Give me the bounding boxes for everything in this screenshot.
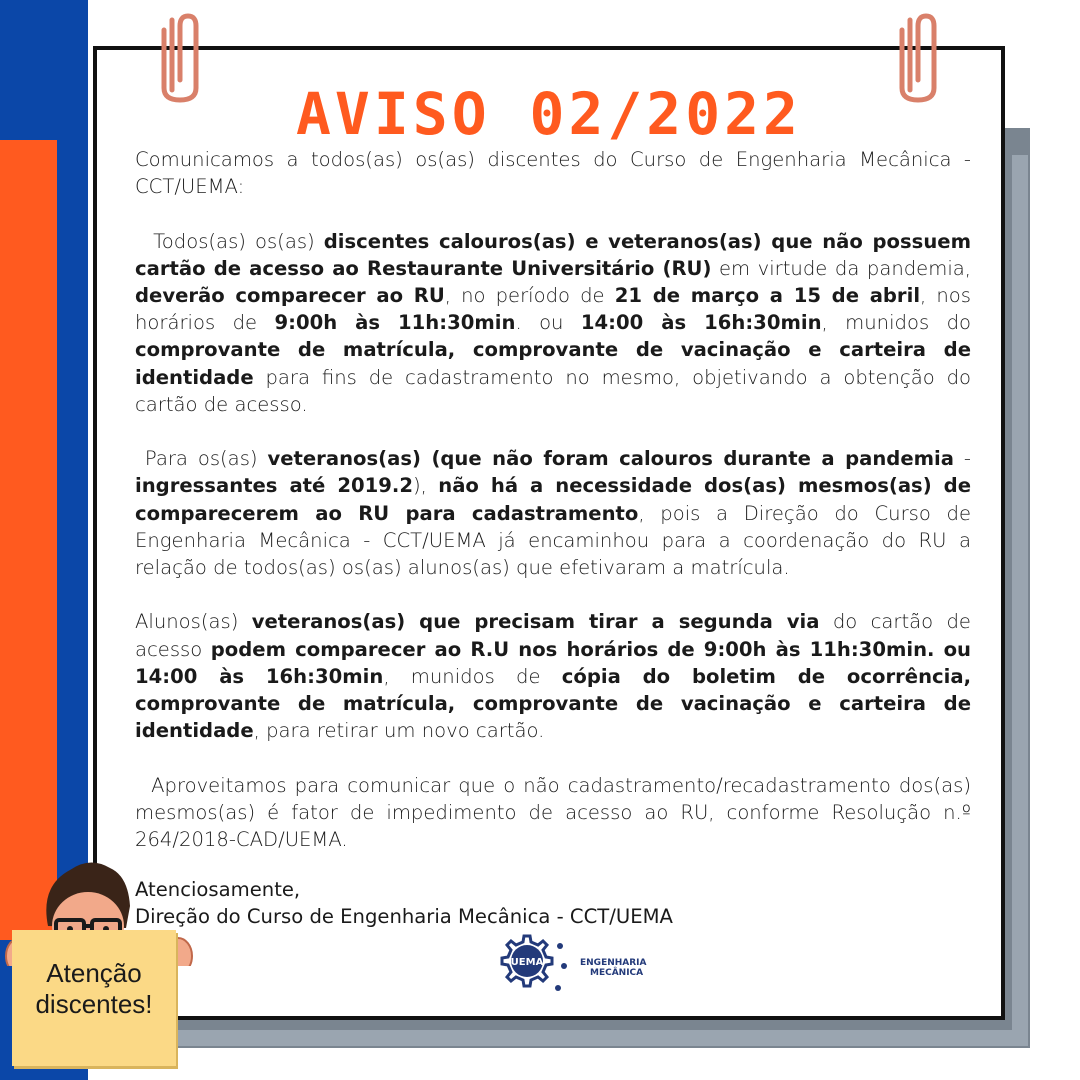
sign-line-1: Atenção [46,958,142,988]
logo-line-1: ENGENHARIA [580,958,647,968]
sign-line-2: discentes! [35,989,153,1019]
sign-text [12,958,176,1020]
paragraph-4: Aproveitamos para comunicar que o não cadastramento/recadastramento dos(as) mesmos(as) é fator de impedimento de acesso ao RU, conforme Resolução n.º 264/2018-CAD/UEMA. [135,773,971,852]
logo-line-2: MECÂNICA [590,968,644,978]
page-title: AVISO 02/2022 [296,80,802,148]
notice-body [135,146,971,880]
orange-stripe [0,140,57,940]
paragraph-2: Para os(as) veteranos(as) (que não foram calouros durante a pandemia - ingressantes até 2019.2), não há a necessidade dos(as) mesmos(as) de comparecerem ao RU para cadastramento, pois a Direção do Curso de Engenharia Mecânica - CCT/UEMA já encaminhou para a coordenação do RU a relação de todos(as) os(as) alunos(as) que efetivaram a matrícula. [135,447,971,580]
paragraph-1: Todos(as) os(as) discentes calouros(as) e veteranos(as) que não possuem cartão de acesso ao Restaurante Universitário (RU) em virtude da pandemia, deverão comparecer ao RU, no período de 21 de março a 15 de abril, nos horários de 9:00h às 11h:30min. ou 14:00 às 16h:30min, munidos do comprovante de matrícula, comprovante de vacinação e carteira de identidade para fins de cadastramento no mesmo, objetivando a obtenção do cartão de acesso. [135,229,972,416]
signoff-greeting: Atenciosamente, [135,878,301,901]
logo-text [580,958,647,978]
signoff-signature: Direção do Curso de Engenharia Mecânica - CCT/UEMA [135,905,673,929]
logo-badge: UEMA [510,957,544,968]
signoff [135,876,935,930]
intro-paragraph: Comunicamos a todos(as) os(as) discentes do Curso de Engenharia Mecânica - CCT/UEMA: [135,148,971,199]
uema-gear-logo-icon [494,930,578,1000]
paragraph-3: Alunos(as) veteranos(as) que precisam tirar a segunda via do cartão de acesso podem comparecer ao R.U nos horários de 9:00h às 11h:30min. ou 14:00 às 16h:30min, munidos de cópia do boletim de ocorrência, comprovante de matrícula, comprovante de vacinação e carteira de identidade, para retirar um novo cartão. [135,610,972,743]
